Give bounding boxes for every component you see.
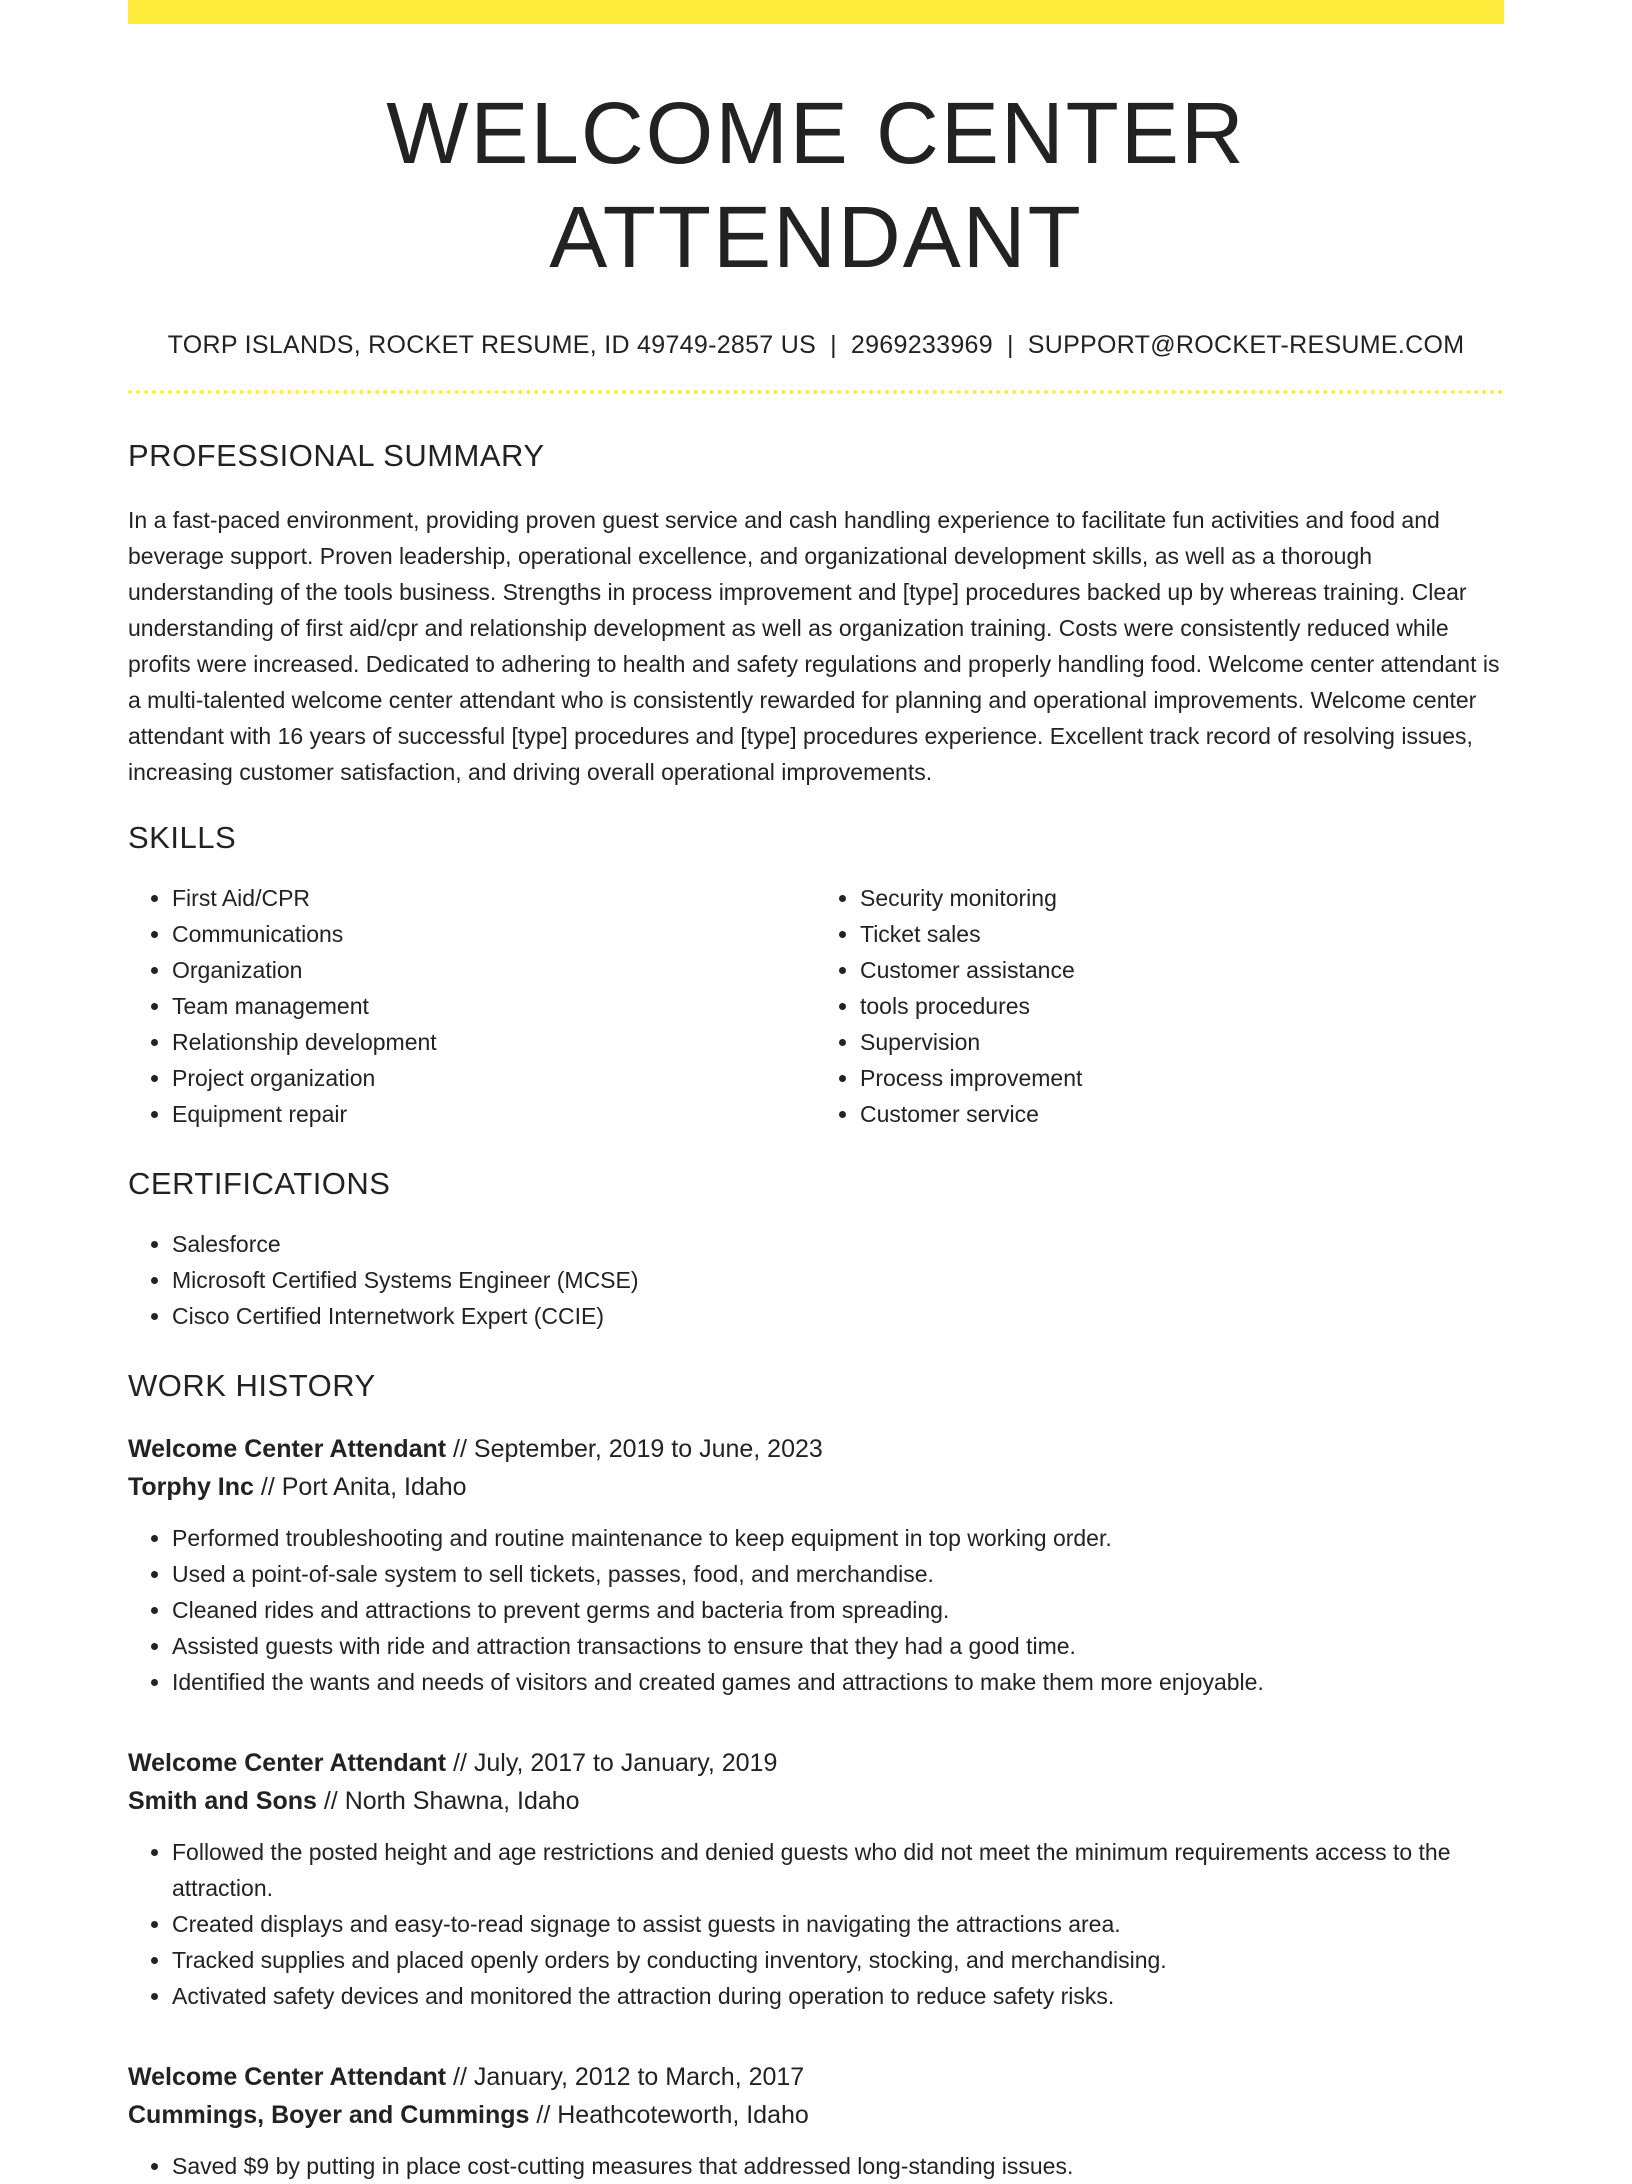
- job-company-line: [128, 1782, 1504, 1820]
- job-bullet: • Identified the wants and needs of visitors and created games and attractions to make them more enjoyable.: [172, 1664, 1504, 1700]
- job-bullet: • Saved $9 by putting in place cost-cutting measures that addressed long-standing issues.: [172, 2148, 1504, 2184]
- summary-text: In a fast-paced environment, providing proven guest service and cash handling experience to facilitate fun activities and food and beverage support. Proven leadership, operational excellence, and organizational development skills, as well as a thorough understanding of the tools business. Strengths in process improvement and [type] procedures backed up by whereas training. Clear understanding of first aid/cpr and relationship development as well as organization training. Costs were consistently reduced while profits were increased. Dedicated to adhering to health and safety regulations and properly handling food. Welcome center attendant is a multi-talented welcome center attendant who is consistently rewarded for planning and operational improvements. Welcome center attendant with 16 years of successful [type] procedures and [type] procedures experience. Excellent track record of resolving issues, increasing customer satisfaction, and driving overall operational improvements.: [128, 506, 1500, 785]
- job-bullet: • Followed the posted height and age restrictions and denied guests who did not meet the minimum requirements access to the attraction.: [172, 1834, 1504, 1906]
- job-bullets: [128, 1834, 1504, 2014]
- contact-phone: 2969233969: [850, 330, 993, 359]
- job-location: North Shawna, Idaho: [344, 1786, 580, 1815]
- contact-separator: |: [1006, 330, 1014, 359]
- skill-item: • Supervision: [860, 1024, 1504, 1060]
- contact-line: [128, 331, 1504, 360]
- job-company: Smith and Sons: [128, 1786, 317, 1815]
- job-company-line: [128, 1468, 1504, 1506]
- summary-heading: PROFESSIONAL SUMMARY: [128, 437, 545, 473]
- skills-heading: SKILLS: [128, 819, 237, 855]
- certifications-section: [128, 1166, 1504, 1334]
- job-title-line: [128, 2058, 1504, 2096]
- certification-item: • Salesforce: [172, 1226, 1504, 1262]
- job-bullet: • Cleaned rides and attractions to prevent germs and bacteria from spreading.: [172, 1592, 1504, 1628]
- job-company: Cummings, Boyer and Cummings: [128, 2100, 530, 2129]
- resume-title: WELCOME CENTER ATTENDANT: [386, 85, 1246, 287]
- job-bullet: • Assisted guests with ride and attraction transactions to ensure that they had a good time.: [172, 1628, 1504, 1664]
- job-bullet: • Tracked supplies and placed openly orders by conducting inventory, stocking, and merchandising.: [172, 1942, 1504, 1978]
- skill-item: • Organization: [172, 952, 816, 988]
- dotted-divider: [128, 390, 1504, 394]
- job-role: Welcome Center Attendant: [128, 1434, 447, 1463]
- skill-item: • Customer service: [860, 1096, 1504, 1132]
- job-location: Heathcoteworth, Idaho: [557, 2100, 809, 2129]
- certifications-list: [128, 1226, 1504, 1334]
- skill-item: • Project organization: [172, 1060, 816, 1096]
- skill-item: • Security monitoring: [860, 880, 1504, 916]
- job-dates: July, 2017 to January, 2019: [473, 1748, 778, 1777]
- skill-item: • Team management: [172, 988, 816, 1024]
- job-bullet: • Activated safety devices and monitored the attraction during operation to reduce safety risks.: [172, 1978, 1504, 2014]
- job-company: Torphy Inc: [128, 1472, 254, 1501]
- work-history-heading: WORK HISTORY: [128, 1367, 376, 1403]
- job-bullet: • Created displays and easy-to-read signage to assist guests in navigating the attractions area.: [172, 1906, 1504, 1942]
- certification-item: • Microsoft Certified Systems Engineer (MCSE): [172, 1262, 1504, 1298]
- skills-left-list: [128, 880, 816, 1132]
- skill-item: • tools procedures: [860, 988, 1504, 1024]
- job-bullets: [128, 2148, 1504, 2184]
- job-entry: [128, 2058, 1504, 2184]
- job-separator: //: [529, 2100, 558, 2129]
- skill-item: • Equipment repair: [172, 1096, 816, 1132]
- top-accent-bar: [128, 0, 1504, 24]
- skill-item: • Process improvement: [860, 1060, 1504, 1096]
- job-location: Port Anita, Idaho: [281, 1472, 467, 1501]
- work-history-section: [128, 1368, 1504, 2184]
- resume-page: [128, 0, 1504, 2184]
- job-entry: [128, 1744, 1504, 2014]
- job-title-line: [128, 1744, 1504, 1782]
- job-separator: //: [446, 1748, 474, 1777]
- job-separator: //: [253, 1472, 282, 1501]
- summary-section: [128, 438, 1504, 790]
- job-bullet: • Used a point-of-sale system to sell tickets, passes, food, and merchandise.: [172, 1556, 1504, 1592]
- job-role: Welcome Center Attendant: [128, 1748, 447, 1777]
- job-dates: January, 2012 to March, 2017: [473, 2062, 805, 2091]
- job-role: Welcome Center Attendant: [128, 2062, 447, 2091]
- contact-email: SUPPORT@ROCKET-RESUME.COM: [1027, 330, 1465, 359]
- skills-right-list: [816, 880, 1504, 1132]
- skill-item: • Communications: [172, 916, 816, 952]
- job-entry: [128, 1430, 1504, 1700]
- contact-address: TORP ISLANDS, ROCKET RESUME, ID 49749-2857 US: [167, 330, 817, 359]
- job-separator: //: [316, 1786, 345, 1815]
- skill-item: • First Aid/CPR: [172, 880, 816, 916]
- job-dates: September, 2019 to June, 2023: [473, 1434, 823, 1463]
- job-separator: //: [446, 1434, 474, 1463]
- certifications-heading: CERTIFICATIONS: [128, 1165, 391, 1201]
- job-bullet: • Performed troubleshooting and routine maintenance to keep equipment in top working order.: [172, 1520, 1504, 1556]
- job-separator: //: [446, 2062, 474, 2091]
- job-bullets: [128, 1520, 1504, 1700]
- job-title-line: [128, 1430, 1504, 1468]
- skills-columns: [128, 880, 1504, 1132]
- skill-item: • Ticket sales: [860, 916, 1504, 952]
- skill-item: • Relationship development: [172, 1024, 816, 1060]
- job-company-line: [128, 2096, 1504, 2134]
- skill-item: • Customer assistance: [860, 952, 1504, 988]
- certification-item: • Cisco Certified Internetwork Expert (CCIE): [172, 1298, 1504, 1334]
- contact-separator: |: [830, 330, 837, 359]
- skills-section: [128, 820, 1504, 1132]
